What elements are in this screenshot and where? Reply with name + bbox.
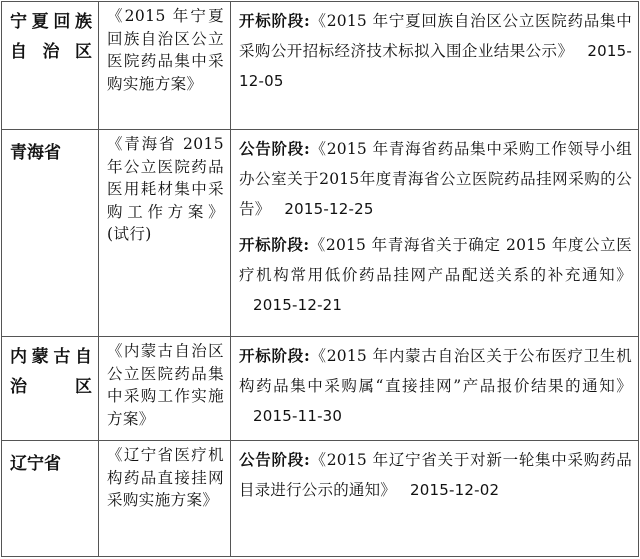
stage-date: 2015-12-05 bbox=[239, 42, 632, 90]
stage-entry bbox=[231, 230, 638, 326]
plan-cell bbox=[99, 337, 231, 441]
table-row bbox=[2, 2, 639, 130]
stage-cell bbox=[231, 441, 639, 557]
stage-label: 开标阶段: bbox=[239, 346, 310, 365]
stage-text: 《2015 年宁夏回族自治区公立医院药品集中采购公开招标经济技术标拟入围企业结果公示》 bbox=[239, 12, 632, 60]
table-row bbox=[2, 337, 639, 441]
table-row bbox=[2, 441, 639, 557]
plan-title: 《内蒙古自治区公立医院药品集中采购工作实施方案》 bbox=[107, 342, 224, 428]
stage-label: 开标阶段: bbox=[239, 11, 310, 30]
stage-label: 公告阶段: bbox=[239, 450, 310, 469]
stage-cell bbox=[231, 2, 639, 130]
plan-title: 《辽宁省医疗机构药品直接挂网采购实施方案》 bbox=[107, 446, 224, 509]
stage-date: 2015-12-02 bbox=[410, 481, 500, 499]
plan-title: 《2015 年宁夏回族自治区公立医院药品集中采购实施方案》 bbox=[107, 7, 224, 93]
province-name: 青海省 bbox=[10, 143, 61, 163]
stage-entry bbox=[231, 337, 638, 437]
stage-cell bbox=[231, 337, 639, 441]
province-name: 辽宁省 bbox=[10, 454, 61, 474]
province-cell bbox=[2, 337, 99, 441]
province-name: 内蒙古自治区 bbox=[10, 347, 92, 397]
stage-date: 2015-12-21 bbox=[253, 296, 343, 314]
stage-text: 《2015 年青海省关于确定 2015 年度公立医疗机构常用低价药品挂网产品配送关系的补充通知》 bbox=[239, 236, 632, 284]
stage-label: 开标阶段: bbox=[239, 235, 310, 254]
stage-text: 《2015 年内蒙古自治区关于公布医疗卫生机构药品集中采购属“直接挂网”产品报价结果的通知》 bbox=[239, 347, 632, 395]
table-row bbox=[2, 130, 639, 337]
province-cell bbox=[2, 130, 99, 337]
plan-cell bbox=[99, 130, 231, 337]
stage-label: 公告阶段: bbox=[239, 139, 310, 158]
province-cell bbox=[2, 2, 99, 130]
stage-cell bbox=[231, 130, 639, 337]
plan-cell bbox=[99, 2, 231, 130]
province-name: 宁夏回族自治区 bbox=[10, 12, 92, 62]
procurement-table bbox=[1, 1, 639, 557]
province-cell bbox=[2, 441, 99, 557]
plan-title: 《青海省 2015 年公立医院药品医用耗材集中采购工作方案》(试行) bbox=[107, 135, 224, 243]
stage-entry bbox=[231, 130, 638, 230]
stage-date: 2015-11-30 bbox=[253, 407, 343, 425]
stage-entry bbox=[231, 2, 638, 102]
stage-date: 2015-12-25 bbox=[284, 200, 374, 218]
stage-entry bbox=[231, 441, 638, 511]
stage-text: 《2015 年青海省药品集中采购工作领导小组办公室关于2015年度青海省公立医院药品挂网采购的公告》 bbox=[239, 140, 632, 218]
stage-text: 《2015 年辽宁省关于对新一轮集中采购药品目录进行公示的通知》 bbox=[239, 451, 632, 499]
plan-cell bbox=[99, 441, 231, 557]
